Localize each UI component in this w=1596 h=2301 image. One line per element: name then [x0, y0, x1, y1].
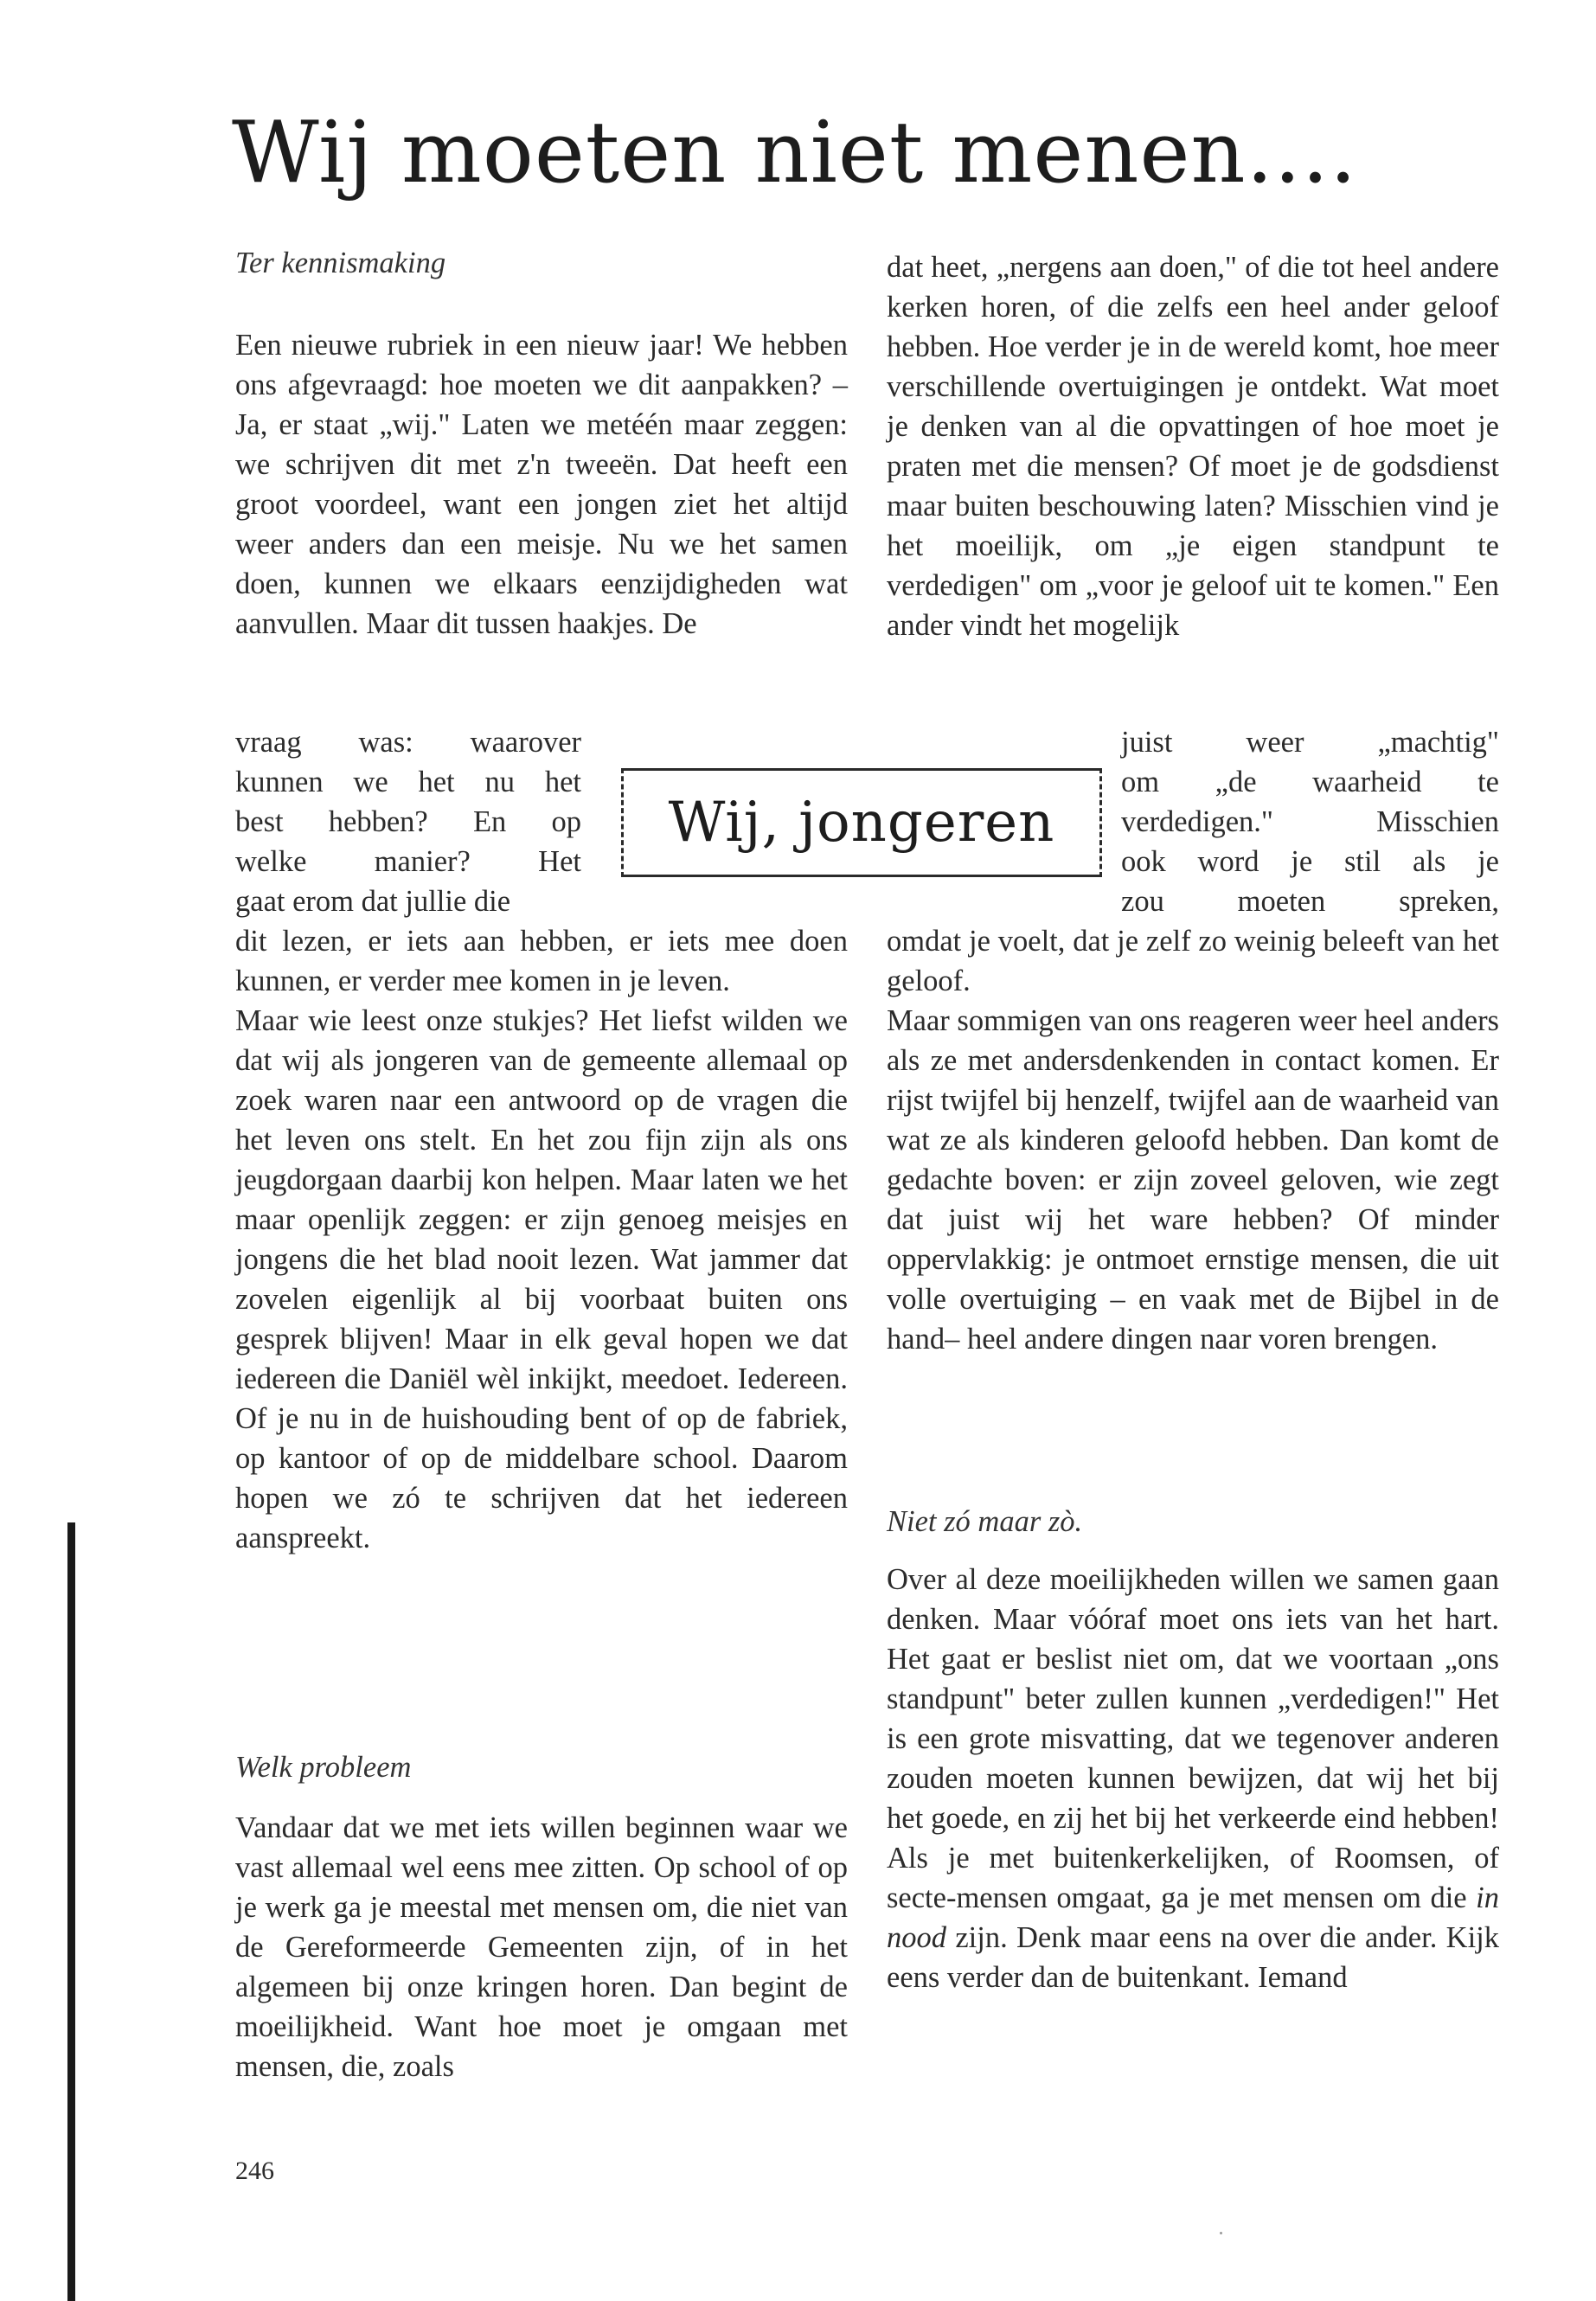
paragraph: dat heet, „nergens aan doen," of die tot heel andere kerken horen, of die zelfs een heel ander geloof hebben. Hoe verder je in de wereld komt, hoe meer verschillende overtuigingen je ontdekt. Wat moet je denken van al die opvattingen of hoe moet je praten met die mensen? Of moet je de godsdienst maar buiten beschouwing laten? Misschien vind je het moeilijk, om „je eigen standpunt te verdedigen" om „voor je geloof uit te komen." Een ander vindt het mogelijk	[887, 251, 1499, 642]
narrow-line: welke manier? Het	[235, 845, 581, 878]
paragraph: Maar wie leest onze stukjes? Het liefst wilden we dat wij als jongeren van de gemeente allemaal op zoek waren naar een antwoord op de vragen die het leven ons stelt. En het zou fijn zijn als ons jeugdorgaan daarbij kon helpen. Maar laten we het maar openlijk zeggen: er zijn genoeg meisjes en jongens die het blad nooit lezen. Wat jammer dat zovelen eigenlijk al bij voorbaat buiten ons gesprek blijven! Maar in elk geval hopen we dat iedereen die Daniël wèl inkijkt, meedoet. Iedereen. Of je nu in de huishouding bent of op de fabriek, op kantoor of op de middelbare school. Daarom hopen we zó te schrijven dat het iedereen aanspreekt.	[235, 1004, 848, 1554]
paragraph	[887, 1560, 1499, 1997]
paragraph: Een nieuwe rubriek in een nieuw jaar! We hebben ons afgevraagd: hoe moeten we dit aanpakken? – Ja, er staat „wij." Laten we metéén maar zeggen: we schrijven dit met z'n tweeën. Dat heeft een groot voordeel, want een jongen ziet het altijd weer anders dan een meisje. Nu we het samen doen, kunnen we elkaars eenzijdigheden wat aanvullen. Maar dit tussen haakjes. De	[235, 329, 848, 640]
right-column-part-a	[887, 247, 1499, 645]
narrow-line: best hebben? En op	[235, 805, 581, 838]
text-run: Over al deze moeilijkheden willen we samen gaan denken. Maar vóóraf moet ons iets van het hart. Het gaat er beslist niet om, dat we voortaan „ons standpunt" beter zullen kunnen „verdedigen!" Het is een grote misvatting, dat we tegenover anderen zouden moeten kunnen bewijzen, dat wij het bij het goede, en zij het bij het verkeerde eind hebben! Als je met buitenkerkelijken, of Roomsen, of secte-mensen omgaat, ga je met mensen om die	[887, 1563, 1499, 1914]
narrow-line: ook word je stil als je	[1121, 845, 1499, 878]
narrow-line: zou moeten spreken,	[1121, 885, 1499, 918]
section-label: Wij, jongeren	[668, 791, 1055, 855]
narrow-line: om „de waarheid te	[1121, 766, 1499, 798]
paragraph: dit lezen, er iets aan hebben, er iets mee doen kunnen, er verder mee komen in je leven.	[235, 925, 848, 997]
narrow-line: verdedigen." Misschien	[1121, 805, 1499, 838]
narrow-line: kunnen we het nu het	[235, 766, 581, 798]
right-column-narrow	[1121, 722, 1499, 921]
subhead-niet-zo: Niet zó maar zò.	[887, 1505, 1083, 1538]
left-column-part-a	[235, 325, 848, 644]
paragraph: Vandaar dat we met iets willen beginnen waar we vast allemaal wel eens mee zitten. Op school of op je werk ga je meestal met mensen om, die niet van de Gereformeerde Gemeenten zijn, of in het algemeen bij onze kringen horen. Dan begint de moeilijkheid. Want hoe moet je omgaan met mensen, die, zoals	[235, 1811, 848, 2083]
subhead-ter-kennismaking: Ter kennismaking	[235, 247, 446, 279]
page-edge-bar	[67, 1522, 75, 2301]
left-column-narrow	[235, 722, 581, 921]
subhead-welk-probleem: Welk probleem	[235, 1751, 412, 1784]
right-column-part-c	[887, 921, 1499, 1359]
paragraph: omdat je voelt, dat je zelf zo weinig beleeft van het geloof.	[887, 925, 1499, 997]
page-number: 246	[235, 2157, 274, 2185]
narrow-line: vraag was: waarover	[235, 726, 581, 759]
paragraph: Maar sommigen van ons reageren weer heel anders als ze met andersdenkenden in contact komen. Er rijst twijfel bij henzelf, twijfel aan de waarheid van wat ze als kinderen geloofd hebben. Dan komt de gedachte boven: er zijn zoveel geloven, wie zegt dat juist wij het ware hebben? Of minder oppervlakkig: je ontmoet ernstige mensen, die uit volle overtuiging – en vaak met de Bijbel in de hand– heel andere dingen naar voren brengen.	[887, 1004, 1499, 1356]
narrow-line: juist weer „machtig"	[1121, 726, 1499, 759]
narrow-line: gaat erom dat jullie die	[235, 885, 511, 918]
article-title: Wij moeten niet menen....	[232, 104, 1358, 202]
text-run: zijn. Denk maar eens na over die ander. Kijk eens verder dan de buitenkant. Iemand	[887, 1921, 1499, 1994]
emphasis-in-nood: in nood	[887, 1881, 1499, 1954]
scan-speck	[1220, 2232, 1222, 2234]
left-column-part-c	[235, 921, 848, 1558]
left-column-part-d	[235, 1808, 848, 2086]
right-column-part-d	[887, 1560, 1499, 1997]
section-label-box	[621, 768, 1102, 877]
